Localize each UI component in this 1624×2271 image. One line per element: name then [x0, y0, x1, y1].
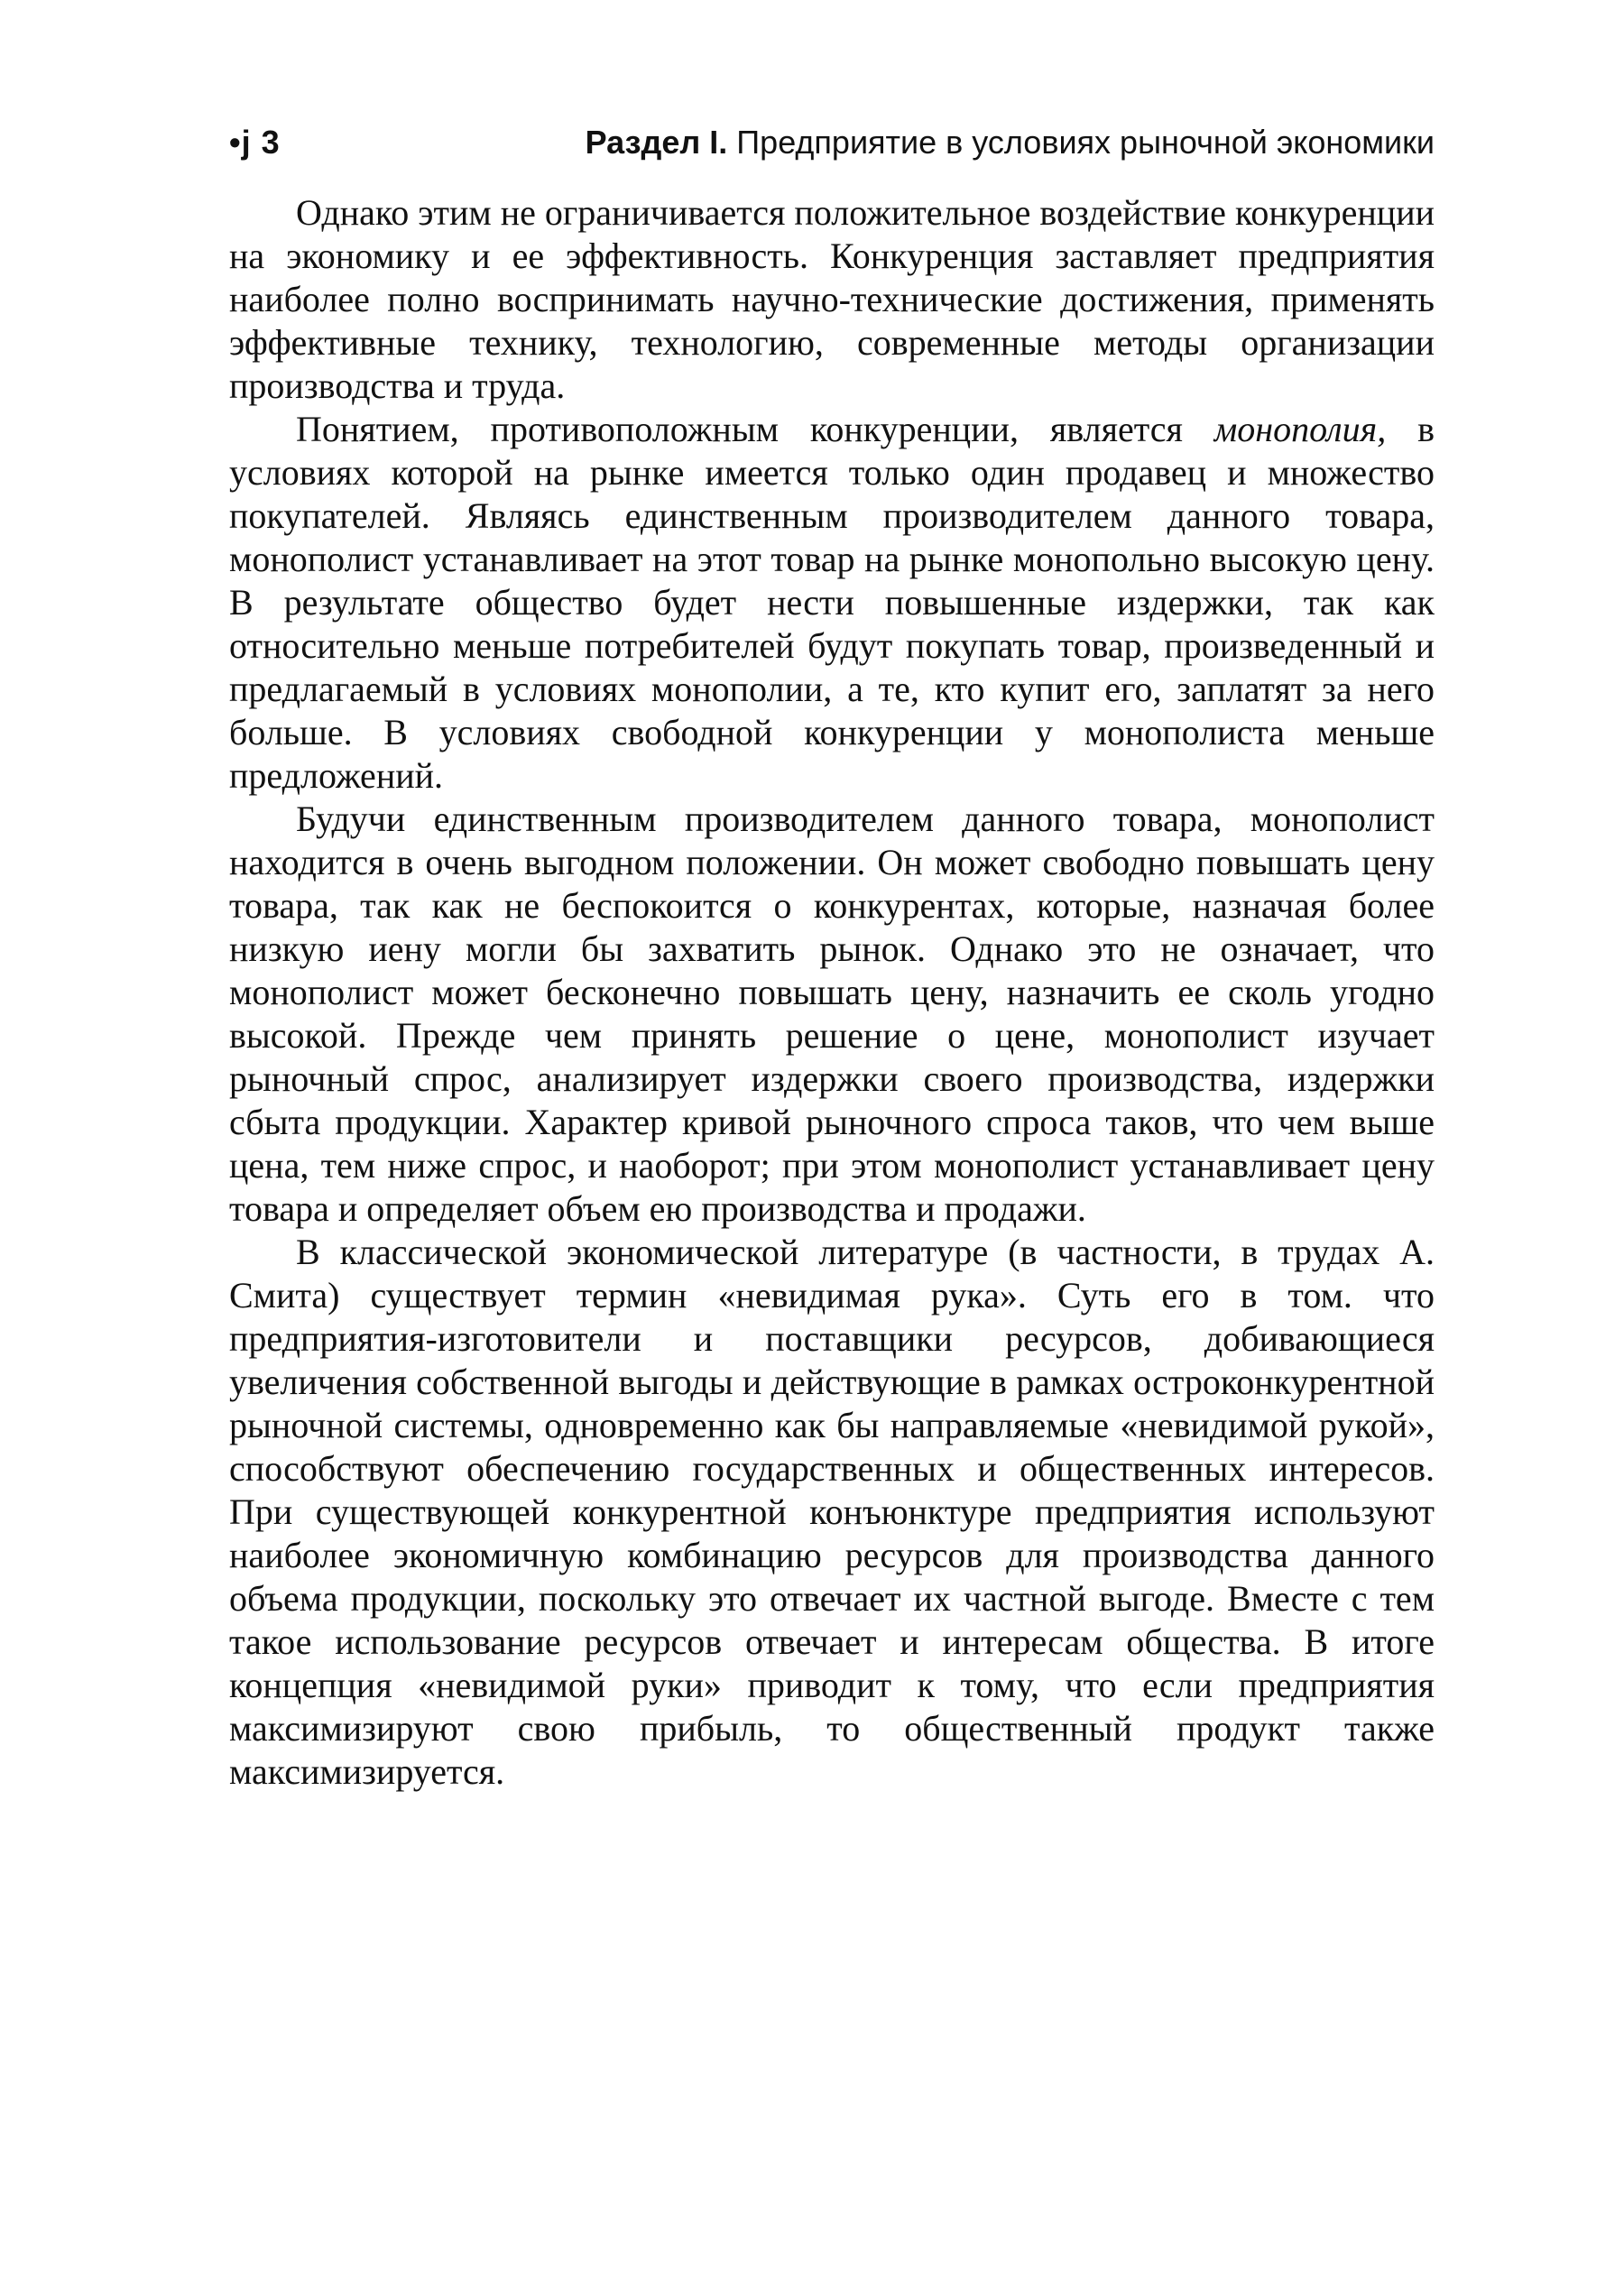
paragraph-monopoly-definition: [229, 408, 1435, 798]
running-header: [229, 115, 1435, 170]
section-heading: [586, 115, 1435, 170]
section-title: Предприятие в условиях рыночной экономики: [736, 124, 1435, 161]
page-number: •j 3: [229, 124, 281, 161]
body-text: [229, 191, 1435, 1794]
paragraph-competition-effects: Однако этим не ограничивается положительное воздействие конкуренции на экономику и ее эффективность. Конкуренция заставляет предприятия наиболее полно воспринимать научно-технические достижения, применять эффективные технику, технологию, современные методы организации производства и труда.: [229, 192, 1435, 406]
term-monopoly: монополия,: [1213, 409, 1387, 449]
paragraph-monopolist-pricing: Будучи единственным производителем данного товара, монополист находится в очень выгодном положении. Он может свободно повышать цену товара, так как не беспокоится о конкурентах, которые, назначая более низкую иену могли бы захватить рынок. Однако это не означает, что монополист может бесконечно повышать цену, назначить ее сколь угодно высокой. Прежде чем принять решение о цене, монополист изучает рыночный спрос, анализирует издержки своего производства, издержки сбыта продукции. Характер кривой рыночного спроса таков, что чем выше цена, тем ниже спрос, и наоборот; при этом монополист устанавливает цену товара и определяет объем ею производства и продажи.: [229, 799, 1435, 1229]
paragraph-text: Понятием, противоположным конкуренции, является: [296, 409, 1214, 449]
paragraph-invisible-hand: В классической экономической литературе (в частности, в трудах А. Смита) существует термин «невидимая рука». Суть его в том. что предприятия-изготовители и поставщики ресурсов, добивающиеся увеличения собственной выгоды и действующие в рамках остроконкурентной рыночной системы, одновременно как бы направляемые «невидимой рукой», способствуют обеспечению государственных и общественных интересов. При существующей конкурентной конъюнктуре предприятия используют наиболее экономичную комбинацию ресурсов для производства данного объема продукции, поскольку это отвечает их частной выгоде. Вместе с тем такое использование ресурсов отвечает и интересам общества. В итоге концепция «невидимой руки» приводит к тому, что если предприятия максимизируют свою прибыль, то общественный продукт также максимизируется.: [229, 1232, 1435, 1792]
section-label: Раздел I.: [585, 124, 728, 161]
paragraph-text: в условиях которой на рынке имеется только один продавец и множество покупателей. Являясь единственным производителем данного товара, монополист устанавливает на этот товар на рынке монопольно высокую цену. В результате общество будет нести повышенные издержки, так как относительно меньше потребителей будут покупать товар, произведенный и предлагаемый в условиях монополии, а те, кто купит его, заплатят за него больше. В условиях свободной конкуренции у монополиста меньше предложений.: [229, 409, 1435, 796]
